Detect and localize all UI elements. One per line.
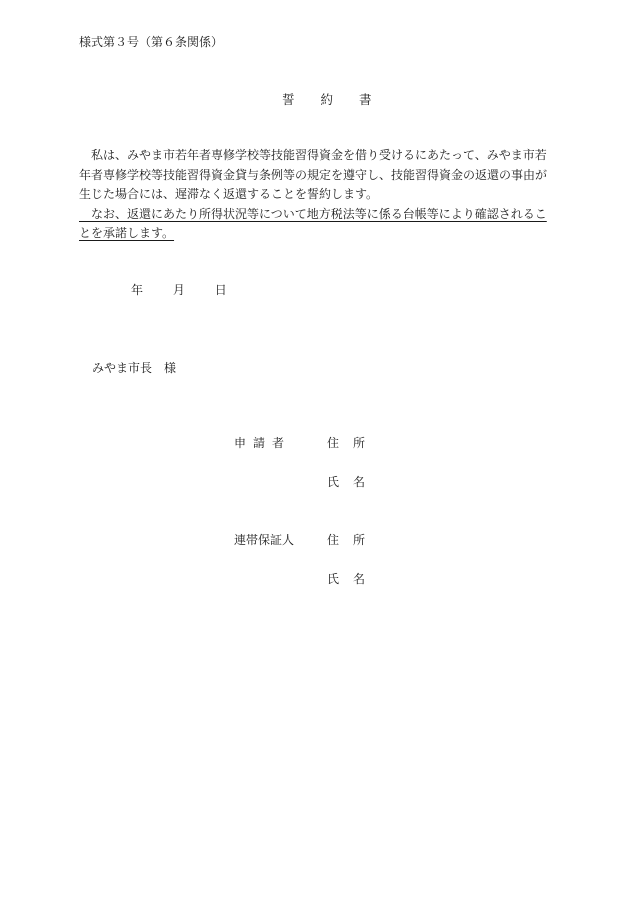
guarantor-address-label bbox=[327, 532, 365, 548]
form-number: 様式第３号（第６条関係） bbox=[79, 35, 224, 49]
date-year-label: 年 bbox=[131, 283, 144, 297]
body-line-2: 年者専修学校等技能習得資金貸与条例等の規定を遵守し、技能習得資金の返還の事由が bbox=[79, 167, 548, 182]
consent-line-1: なお、返還にあたり所得状況等について地方税法等に係る台帳等により確認されるこ bbox=[79, 206, 547, 221]
addressee bbox=[92, 360, 176, 376]
title-char-3: 書 bbox=[359, 92, 372, 107]
consent-line-2: とを承諾します。 bbox=[79, 226, 175, 240]
guarantor-address-char-1: 住 bbox=[327, 533, 340, 547]
applicant-name-char-1: 氏 bbox=[327, 475, 340, 489]
date-month-label: 月 bbox=[172, 283, 185, 297]
guarantor-name-char-2: 名 bbox=[353, 572, 366, 586]
document-title bbox=[282, 92, 372, 108]
date-day-label: 日 bbox=[214, 283, 227, 297]
applicant-address-char-1: 住 bbox=[327, 436, 340, 450]
oath-body bbox=[79, 146, 589, 244]
applicant-address-char-2: 所 bbox=[353, 436, 366, 450]
body-line-1: 私は、みやま市若年者専修学校等技能習得資金を借り受けるにあたって、みやま市若 bbox=[79, 148, 547, 162]
guarantor-name-label bbox=[327, 571, 365, 587]
applicant-name-label bbox=[327, 474, 365, 490]
guarantor-address-char-2: 所 bbox=[353, 533, 366, 547]
addressee-name: みやま市長 bbox=[92, 361, 153, 375]
guarantor-role-label: 連帯保証人 bbox=[234, 533, 295, 547]
title-char-2: 約 bbox=[320, 92, 334, 107]
title-char-1: 誓 bbox=[282, 92, 295, 107]
body-line-3: 生じた場合には、遅滞なく返還することを誓約します。 bbox=[79, 187, 379, 201]
applicant-address-label bbox=[327, 435, 365, 451]
guarantor-name-char-1: 氏 bbox=[327, 572, 340, 586]
applicant-name-char-2: 名 bbox=[353, 475, 366, 489]
addressee-honorific: 様 bbox=[164, 361, 177, 375]
date-line bbox=[131, 282, 227, 298]
applicant-role-label: 申請者 bbox=[234, 436, 292, 450]
